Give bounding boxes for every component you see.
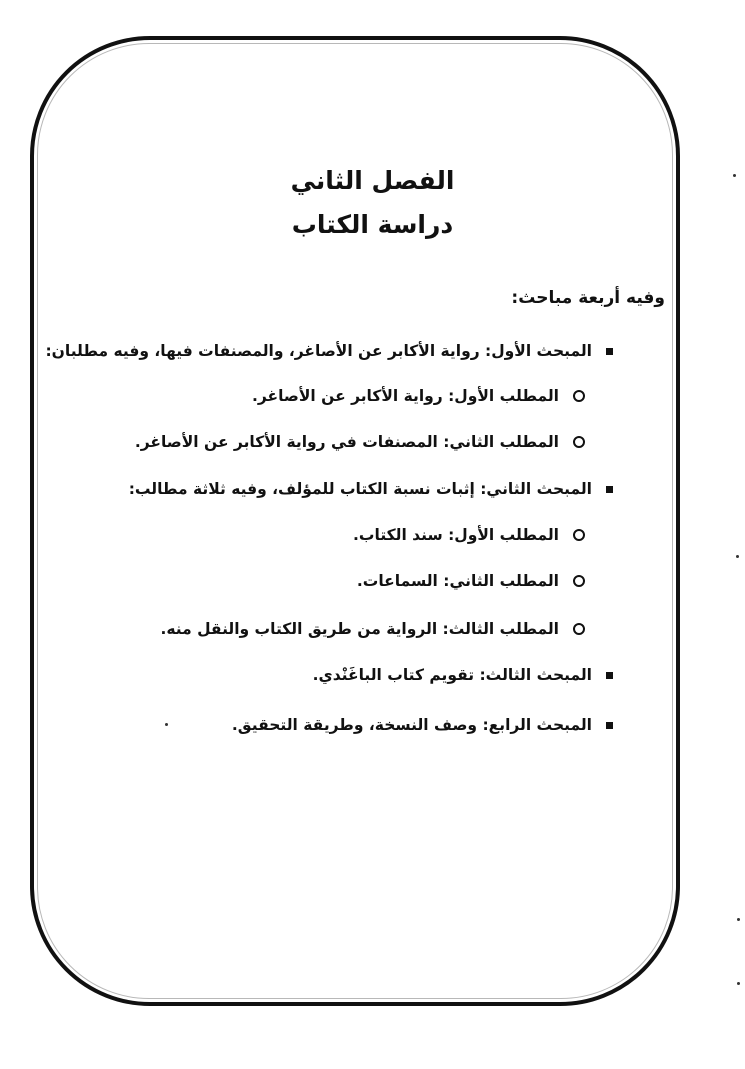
outline-item-9	[232, 716, 613, 734]
scan-speck	[733, 174, 736, 177]
outline-item-5	[353, 526, 585, 544]
outline-item-3	[135, 433, 585, 451]
outline-item-text: المطلب الثاني: السماعات.	[356, 572, 559, 590]
circle-bullet-icon	[573, 623, 585, 635]
square-bullet-icon	[606, 722, 613, 729]
outline-item-1	[45, 342, 613, 360]
outline-item-text: المطلب الثالث: الرواية من طريق الكتاب والنقل منه.	[160, 620, 559, 638]
outline-item-8	[313, 666, 613, 684]
square-bullet-icon	[606, 348, 613, 355]
outline-item-4	[129, 480, 613, 498]
scan-speck	[736, 555, 739, 558]
outline-item-2	[252, 387, 585, 405]
outline-item-6	[357, 572, 585, 590]
outline-item-text: المطلب الأول: سند الكتاب.	[353, 526, 559, 544]
circle-bullet-icon	[573, 529, 585, 541]
chapter-subtitle	[0, 210, 745, 239]
chapter-title-text: الفصل الثاني	[290, 166, 455, 195]
circle-bullet-icon	[573, 390, 585, 402]
scan-speck	[737, 982, 740, 985]
outline-item-text: المطلب الأول: رواية الأكابر عن الأصاغر.	[251, 387, 559, 405]
chapter-subtitle-text: دراسة الكتاب	[291, 210, 454, 239]
outline-item-text: المبحث الثالث: تقويم كتاب الباغَنْدي.	[312, 666, 592, 684]
circle-bullet-icon	[573, 575, 585, 587]
outline-item-text: المبحث الأول: رواية الأكابر عن الأصاغر، والمصنفات فيها، وفيه مطلبان:	[45, 342, 592, 360]
square-bullet-icon	[606, 486, 613, 493]
outline-item-text: المبحث الثاني: إثبات نسبة الكتاب للمؤلف، وفيه ثلاثة مطالب:	[128, 480, 592, 498]
outline-item-text: المبحث الرابع: وصف النسخة، وطريقة التحقيق.	[231, 716, 592, 734]
outline-item-7	[160, 620, 585, 638]
scan-speck	[165, 723, 168, 726]
outline-item-text: المطلب الثاني: المصنفات في رواية الأكابر عن الأصاغر.	[134, 433, 559, 451]
scan-speck	[737, 918, 740, 921]
intro-line: وفيه أربعة مباحث:	[511, 288, 665, 308]
circle-bullet-icon	[573, 436, 585, 448]
chapter-title	[0, 166, 745, 195]
square-bullet-icon	[606, 672, 613, 679]
